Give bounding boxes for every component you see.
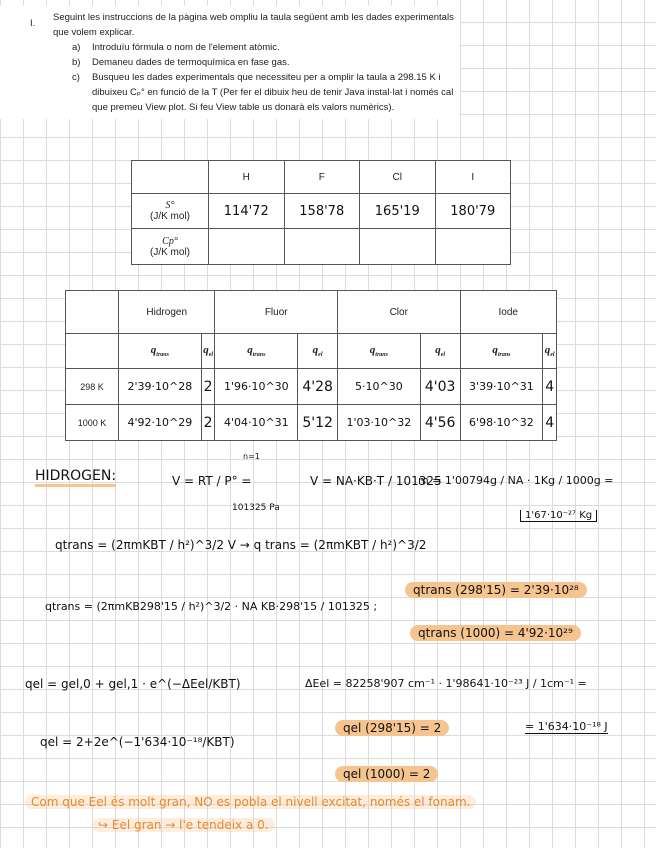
cell-value: 2'39·10^28	[119, 369, 202, 405]
q-subscript: el	[318, 352, 323, 359]
subheader-q	[119, 334, 202, 369]
item-text: Busqueu les dades experimentals que necessiteu per a omplir la taula a 298.15 K i dibuixeu Cₚ° en funció de la T (Per fer el dibuix heu de tenir Java instal·lat i només cal que premeu View plot. Si feu View table us donarà els valors numèrics).	[92, 72, 454, 113]
cell-value: 5·10^30	[337, 369, 420, 405]
q-subscript: el	[208, 352, 214, 359]
q-symbol: q	[544, 343, 551, 356]
cell-value: 180'79	[435, 194, 511, 229]
header-element: Hidrogen	[119, 291, 215, 334]
volume-equation: V = RT / P° =	[172, 474, 252, 488]
header-empty	[66, 334, 119, 369]
cell-value: 4'56	[420, 405, 460, 441]
cell-value: 4	[543, 405, 557, 441]
qel-298-result: qel (298'15) = 2	[335, 720, 449, 736]
instructions-block	[0, 6, 460, 119]
item-letter: b)	[72, 57, 81, 68]
cell-value: 114'72	[209, 194, 285, 229]
cell-value: 1'96·10^30	[215, 369, 298, 405]
cell-value: 5'12	[298, 405, 338, 441]
q-symbol: q	[492, 343, 498, 356]
label: S°	[165, 200, 175, 211]
instruction-item-b	[72, 55, 454, 70]
header-empty	[66, 291, 119, 334]
cell-value: 1'03·10^32	[337, 405, 420, 441]
delta-energy-equation: ΔEel = 82258'907 cm⁻¹ · 1'98641·10⁻²³ J / 1cm⁻¹ =	[305, 677, 587, 690]
entropy-table	[131, 160, 511, 265]
item-text: Introduïu fórmula o nom de l'element atòmic.	[92, 42, 280, 53]
subheader-q	[201, 334, 215, 369]
qtrans-1000-result: qtrans (1000) = 4'92·10²⁹	[410, 625, 581, 641]
header-empty	[132, 161, 209, 194]
qel-1000-result: qel (1000) = 2	[335, 766, 438, 782]
subheader-q	[460, 334, 543, 369]
volume-equation-2: V = NA·KB·T / 101325	[310, 474, 442, 488]
q-subscript: el	[440, 352, 446, 359]
subheader-q	[215, 334, 298, 369]
cell-value: 158'78	[284, 194, 360, 229]
instruction-item-c	[72, 70, 454, 115]
cell-value: 2	[201, 405, 215, 441]
question-number: I.	[30, 18, 36, 29]
cell-value: 165'19	[360, 194, 436, 229]
q-symbol: q	[203, 343, 209, 356]
row-label: 1000 K	[66, 405, 119, 441]
pressure-note: 101325 Pa	[232, 503, 280, 513]
header-h: H	[209, 161, 285, 194]
qtrans-substituted-equation: qtrans = (2πmKB298'15 / h²)^3/2 · NA KB·298'15 / 101325 ;	[45, 600, 378, 613]
unit: (J/K mol)	[150, 246, 190, 258]
qel-substituted-equation: qel = 2+2e^(−1'634·10⁻¹⁸/KBT)	[40, 735, 235, 749]
q-symbol: q	[312, 343, 319, 356]
subheader-q	[420, 334, 460, 369]
cell-empty	[360, 229, 436, 265]
mass-result: 1'67·10⁻²⁷ Kg	[520, 510, 597, 522]
q-symbol: q	[369, 343, 376, 356]
cell-value: 3'39·10^31	[460, 369, 543, 405]
header-i: I	[435, 161, 511, 194]
row-label-cp	[132, 229, 209, 265]
header-f: F	[284, 161, 360, 194]
section-title: HIDROGEN:	[35, 468, 116, 487]
qtrans-general-equation: qtrans = (2πmKBT / h²)^3/2 V → q trans = (2πmKBT / h²)^3/2	[55, 538, 427, 552]
unit: (J/K mol)	[150, 211, 190, 222]
cell-value: 4'28	[298, 369, 338, 405]
header-element: Fluor	[215, 291, 338, 334]
cell-empty	[435, 229, 511, 265]
subheader-q	[337, 334, 420, 369]
item-letter: c)	[72, 72, 80, 83]
cell-empty	[284, 229, 360, 265]
subheader-q	[298, 334, 338, 369]
item-letter: a)	[72, 42, 81, 53]
cell-value: 2	[201, 369, 215, 405]
mass-equation: m = 1'00794g / NA · 1Kg / 1000g =	[418, 474, 614, 487]
n-note: n=1	[243, 452, 260, 461]
cell-value: 6'98·10^32	[460, 405, 543, 441]
label: Cp°	[162, 235, 178, 247]
row-label: 298 K	[66, 369, 119, 405]
cell-value: 4'92·10^29	[119, 405, 202, 441]
header-element: Clor	[337, 291, 460, 334]
instruction-item-a	[72, 40, 454, 55]
q-subscript: el	[550, 352, 555, 359]
delta-energy-result: = 1'634·10⁻¹⁸ J	[525, 720, 608, 733]
q-symbol: q	[150, 343, 157, 356]
q-symbol: q	[435, 343, 441, 356]
cell-empty	[209, 229, 285, 265]
item-text: Demaneu dades de termoquímica en fase gas.	[92, 57, 290, 68]
q-subscript: trans	[375, 352, 388, 359]
q-subscript: trans	[497, 352, 511, 359]
conclusion-line-1: Com que Eel és molt gran, NO es pobla el nivell excitat, només el fonam.	[25, 795, 476, 809]
qel-general-equation: qel = gel,0 + gel,1 · e^(−ΔEel/KBT)	[25, 677, 241, 691]
conclusion-line-2: ↪ Eel gran → l'e tendeix a 0.	[92, 818, 275, 832]
partition-function-table	[65, 290, 557, 441]
row-label-entropy	[132, 194, 209, 229]
subheader-q	[543, 334, 557, 369]
cell-value: 4'04·10^31	[215, 405, 298, 441]
header-cl: Cl	[360, 161, 436, 194]
qtrans-298-result: qtrans (298'15) = 2'39·10²⁸	[405, 582, 587, 598]
q-subscript: trans	[252, 352, 266, 359]
cell-value: 4'03	[420, 369, 460, 405]
q-symbol: q	[247, 343, 253, 356]
q-subscript: trans	[156, 352, 169, 359]
instructions-intro: Seguint les instruccions de la pàgina web ompliu la taula següent amb les dades experimentals que volem explicar.	[53, 12, 454, 38]
header-element: Iode	[460, 291, 556, 334]
cell-value: 4	[543, 369, 557, 405]
